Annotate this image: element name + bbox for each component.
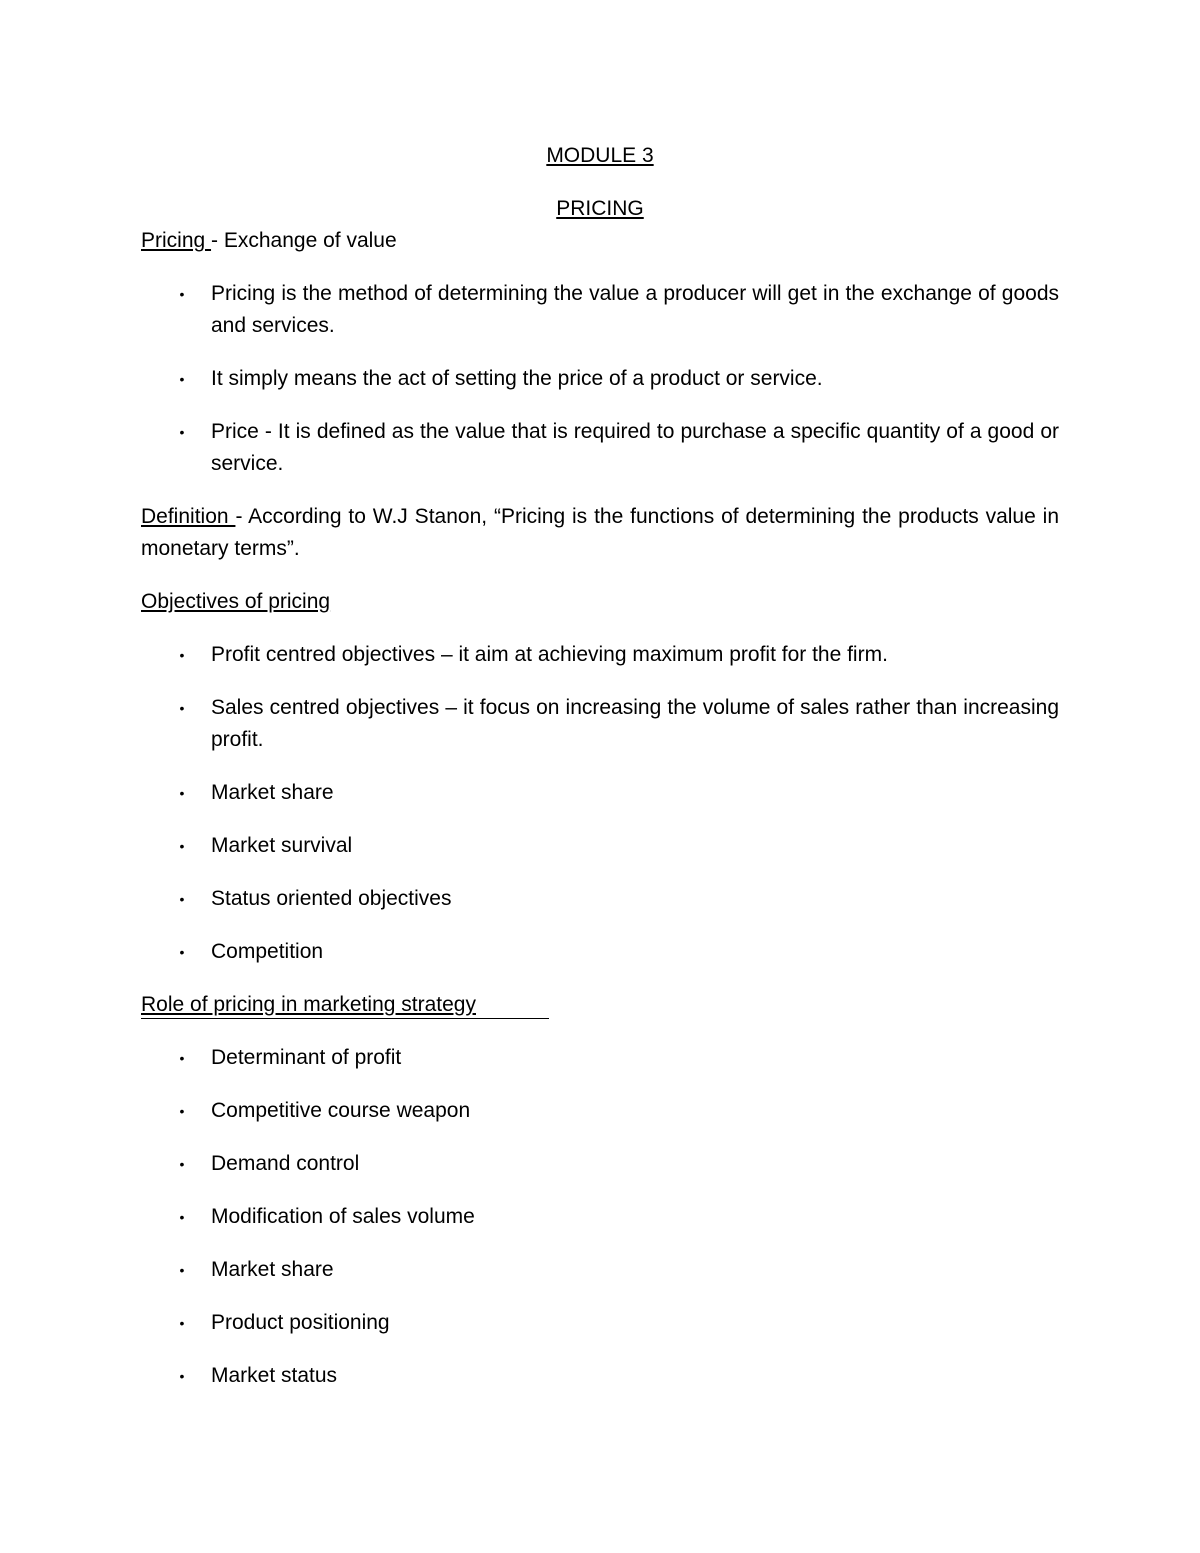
bullet-icon: • <box>179 286 185 302</box>
bullet-icon: • <box>179 944 185 960</box>
list-item-text: Modification of sales volume <box>211 1205 475 1228</box>
list-item-text: Competitive course weapon <box>211 1099 471 1122</box>
list-item <box>141 1307 1059 1339</box>
pricing-points-list <box>141 278 1059 480</box>
list-item-text: Market share <box>211 1258 334 1281</box>
list-item <box>141 883 1059 915</box>
pricing-intro-text: - Exchange of value <box>211 229 397 252</box>
module-title: MODULE 3 <box>546 144 654 167</box>
role-heading-text: Role of pricing in marketing strategy <box>141 993 476 1016</box>
list-item <box>141 936 1059 968</box>
topic-title: PRICING <box>556 197 644 220</box>
bullet-icon: • <box>179 1368 185 1384</box>
bullet-icon: • <box>179 1262 185 1278</box>
bullet-icon: • <box>179 647 185 663</box>
list-item-text: Market survival <box>211 834 353 857</box>
pricing-intro <box>141 225 1059 257</box>
list-item-text: Status oriented objectives <box>211 887 452 910</box>
list-item-text: Market share <box>211 781 334 804</box>
list-item <box>141 1095 1059 1127</box>
list-item <box>141 830 1059 862</box>
list-item-text: Profit centred objectives – it aim at achieving maximum profit for the firm. <box>211 643 888 666</box>
list-item-text: It simply means the act of setting the price of a product or service. <box>211 367 823 390</box>
pricing-label: Pricing <box>141 229 212 252</box>
list-item <box>141 1254 1059 1286</box>
list-item <box>141 692 1059 756</box>
bullet-icon: • <box>179 785 185 801</box>
list-item-text: Price - It is defined as the value that is required to purchase a specific quantity of a good or service. <box>211 420 1059 475</box>
definition-text: - According to W.J Stanon, “Pricing is the functions of determining the products value in monetary terms”. <box>141 505 1059 560</box>
list-item-text: Demand control <box>211 1152 360 1175</box>
list-item <box>141 1148 1059 1180</box>
bullet-icon: • <box>179 1315 185 1331</box>
document-body <box>141 140 1059 1392</box>
bullet-icon: • <box>179 1156 185 1172</box>
list-item-text: Pricing is the method of determining the value a producer will get in the exchange of goods and services. <box>211 282 1059 337</box>
bullet-icon: • <box>179 1209 185 1225</box>
list-item <box>141 363 1059 395</box>
list-item-text: Product positioning <box>211 1311 390 1334</box>
bullet-icon: • <box>179 1050 185 1066</box>
objectives-heading: Objectives of pricing <box>141 590 331 613</box>
list-item <box>141 1360 1059 1392</box>
list-item <box>141 416 1059 480</box>
definition-paragraph <box>141 501 1059 565</box>
definition-label: Definition <box>141 505 236 528</box>
list-item <box>141 777 1059 809</box>
role-list <box>141 1042 1059 1392</box>
bullet-icon: • <box>179 700 185 716</box>
list-item <box>141 1201 1059 1233</box>
bullet-icon: • <box>179 424 185 440</box>
role-heading <box>141 991 549 1019</box>
bullet-icon: • <box>179 1103 185 1119</box>
list-item-text: Market status <box>211 1364 338 1387</box>
bullet-icon: • <box>179 371 185 387</box>
list-item-text: Determinant of profit <box>211 1046 402 1069</box>
role-heading-row <box>141 989 1059 1021</box>
list-item-text: Sales centred objectives – it focus on increasing the volume of sales rather than increasing profit. <box>211 696 1059 751</box>
objectives-list <box>141 639 1059 968</box>
bullet-icon: • <box>179 838 185 854</box>
list-item-text: Competition <box>211 940 324 963</box>
list-item <box>141 278 1059 342</box>
list-item <box>141 1042 1059 1074</box>
bullet-icon: • <box>179 891 185 907</box>
list-item <box>141 639 1059 671</box>
